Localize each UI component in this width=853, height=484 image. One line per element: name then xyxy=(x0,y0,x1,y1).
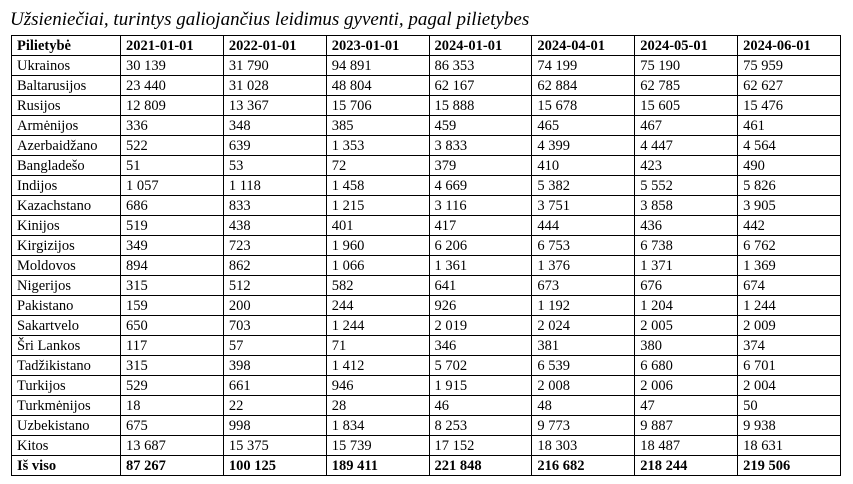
value-cell: 8 253 xyxy=(429,416,532,436)
value-cell: 3 858 xyxy=(635,196,738,216)
value-cell: 47 xyxy=(635,396,738,416)
country-cell: Rusijos xyxy=(12,96,121,116)
table-row xyxy=(12,236,841,256)
value-cell: 15 739 xyxy=(326,436,429,456)
value-cell: 519 xyxy=(121,216,224,236)
value-cell: 380 xyxy=(635,336,738,356)
value-cell: 2 008 xyxy=(532,376,635,396)
table-row xyxy=(12,276,841,296)
country-cell: Pakistano xyxy=(12,296,121,316)
value-cell: 522 xyxy=(121,136,224,156)
country-cell: Moldovos xyxy=(12,256,121,276)
value-cell: 1 834 xyxy=(326,416,429,436)
value-cell: 9 887 xyxy=(635,416,738,436)
value-cell: 5 382 xyxy=(532,176,635,196)
value-cell: 1 361 xyxy=(429,256,532,276)
value-cell: 1 960 xyxy=(326,236,429,256)
value-cell: 661 xyxy=(223,376,326,396)
value-cell: 1 244 xyxy=(326,316,429,336)
value-cell: 2 009 xyxy=(738,316,841,336)
value-cell: 62 785 xyxy=(635,76,738,96)
value-cell: 442 xyxy=(738,216,841,236)
value-cell: 1 369 xyxy=(738,256,841,276)
table-row xyxy=(12,136,841,156)
value-cell: 3 751 xyxy=(532,196,635,216)
total-row xyxy=(12,456,841,476)
country-cell: Ukrainos xyxy=(12,56,121,76)
value-cell: 1 118 xyxy=(223,176,326,196)
column-header-date: 2024-04-01 xyxy=(532,36,635,56)
value-cell: 53 xyxy=(223,156,326,176)
table-row xyxy=(12,156,841,176)
table-row xyxy=(12,216,841,236)
value-cell: 2 005 xyxy=(635,316,738,336)
country-cell: Baltarusijos xyxy=(12,76,121,96)
value-cell: 398 xyxy=(223,356,326,376)
country-cell: Azerbaidžano xyxy=(12,136,121,156)
value-cell: 348 xyxy=(223,116,326,136)
value-cell: 529 xyxy=(121,376,224,396)
value-cell: 1 215 xyxy=(326,196,429,216)
value-cell: 401 xyxy=(326,216,429,236)
value-cell: 3 116 xyxy=(429,196,532,216)
value-cell: 15 375 xyxy=(223,436,326,456)
value-cell: 31 790 xyxy=(223,56,326,76)
value-cell: 1 204 xyxy=(635,296,738,316)
value-cell: 1 066 xyxy=(326,256,429,276)
country-cell: Turkijos xyxy=(12,376,121,396)
value-cell: 4 669 xyxy=(429,176,532,196)
value-cell: 381 xyxy=(532,336,635,356)
column-header-date: 2021-01-01 xyxy=(121,36,224,56)
value-cell: 315 xyxy=(121,356,224,376)
value-cell: 436 xyxy=(635,216,738,236)
country-cell: Armėnijos xyxy=(12,116,121,136)
value-cell: 946 xyxy=(326,376,429,396)
value-cell: 1 376 xyxy=(532,256,635,276)
value-cell: 200 xyxy=(223,296,326,316)
table-row xyxy=(12,76,841,96)
column-header-date: 2024-06-01 xyxy=(738,36,841,56)
value-cell: 2 019 xyxy=(429,316,532,336)
value-cell: 894 xyxy=(121,256,224,276)
value-cell: 5 702 xyxy=(429,356,532,376)
value-cell: 86 353 xyxy=(429,56,532,76)
value-cell: 51 xyxy=(121,156,224,176)
value-cell: 438 xyxy=(223,216,326,236)
value-cell: 862 xyxy=(223,256,326,276)
value-cell: 30 139 xyxy=(121,56,224,76)
value-cell: 673 xyxy=(532,276,635,296)
value-cell: 703 xyxy=(223,316,326,336)
value-cell: 1 192 xyxy=(532,296,635,316)
value-cell: 6 701 xyxy=(738,356,841,376)
value-cell: 15 888 xyxy=(429,96,532,116)
value-cell: 17 152 xyxy=(429,436,532,456)
value-cell: 4 399 xyxy=(532,136,635,156)
value-cell: 46 xyxy=(429,396,532,416)
value-cell: 159 xyxy=(121,296,224,316)
country-cell: Nigerijos xyxy=(12,276,121,296)
table-row xyxy=(12,296,841,316)
value-cell: 641 xyxy=(429,276,532,296)
table-row xyxy=(12,356,841,376)
residence-permits-table xyxy=(11,35,841,476)
value-cell: 1 371 xyxy=(635,256,738,276)
value-cell: 6 680 xyxy=(635,356,738,376)
value-cell: 48 xyxy=(532,396,635,416)
table-row xyxy=(12,376,841,396)
value-cell: 2 004 xyxy=(738,376,841,396)
table-header-row xyxy=(12,36,841,56)
value-cell: 15 678 xyxy=(532,96,635,116)
country-cell: Uzbekistano xyxy=(12,416,121,436)
value-cell: 423 xyxy=(635,156,738,176)
column-header-date: 2023-01-01 xyxy=(326,36,429,56)
column-header-citizenship: Pilietybė xyxy=(12,36,121,56)
total-value-cell: 216 682 xyxy=(532,456,635,476)
value-cell: 6 206 xyxy=(429,236,532,256)
value-cell: 1 412 xyxy=(326,356,429,376)
value-cell: 12 809 xyxy=(121,96,224,116)
value-cell: 62 167 xyxy=(429,76,532,96)
value-cell: 650 xyxy=(121,316,224,336)
value-cell: 926 xyxy=(429,296,532,316)
value-cell: 3 833 xyxy=(429,136,532,156)
value-cell: 833 xyxy=(223,196,326,216)
value-cell: 1 458 xyxy=(326,176,429,196)
value-cell: 349 xyxy=(121,236,224,256)
value-cell: 15 605 xyxy=(635,96,738,116)
country-cell: Sakartvelo xyxy=(12,316,121,336)
value-cell: 490 xyxy=(738,156,841,176)
value-cell: 1 244 xyxy=(738,296,841,316)
column-header-date: 2024-05-01 xyxy=(635,36,738,56)
value-cell: 74 199 xyxy=(532,56,635,76)
value-cell: 512 xyxy=(223,276,326,296)
table-row xyxy=(12,436,841,456)
value-cell: 18 xyxy=(121,396,224,416)
value-cell: 346 xyxy=(429,336,532,356)
table-row xyxy=(12,176,841,196)
value-cell: 9 773 xyxy=(532,416,635,436)
total-label-cell: Iš viso xyxy=(12,456,121,476)
table-row xyxy=(12,316,841,336)
country-cell: Kitos xyxy=(12,436,121,456)
value-cell: 723 xyxy=(223,236,326,256)
value-cell: 5 826 xyxy=(738,176,841,196)
country-cell: Kirgizijos xyxy=(12,236,121,256)
value-cell: 4 447 xyxy=(635,136,738,156)
value-cell: 48 804 xyxy=(326,76,429,96)
table-row xyxy=(12,96,841,116)
value-cell: 2 006 xyxy=(635,376,738,396)
total-value-cell: 87 267 xyxy=(121,456,224,476)
total-value-cell: 100 125 xyxy=(223,456,326,476)
value-cell: 31 028 xyxy=(223,76,326,96)
value-cell: 18 303 xyxy=(532,436,635,456)
value-cell: 50 xyxy=(738,396,841,416)
value-cell: 467 xyxy=(635,116,738,136)
value-cell: 2 024 xyxy=(532,316,635,336)
value-cell: 117 xyxy=(121,336,224,356)
value-cell: 6 762 xyxy=(738,236,841,256)
value-cell: 6 539 xyxy=(532,356,635,376)
value-cell: 675 xyxy=(121,416,224,436)
value-cell: 444 xyxy=(532,216,635,236)
value-cell: 75 959 xyxy=(738,56,841,76)
country-cell: Šri Lankos xyxy=(12,336,121,356)
value-cell: 62 627 xyxy=(738,76,841,96)
table-row xyxy=(12,256,841,276)
value-cell: 15 476 xyxy=(738,96,841,116)
document-title: Užsieniečiai, turintys galiojančius leidimus gyventi, pagal pilietybes xyxy=(10,9,530,30)
value-cell: 244 xyxy=(326,296,429,316)
value-cell: 15 706 xyxy=(326,96,429,116)
value-cell: 75 190 xyxy=(635,56,738,76)
country-cell: Kazachstano xyxy=(12,196,121,216)
country-cell: Turkmėnijos xyxy=(12,396,121,416)
value-cell: 639 xyxy=(223,136,326,156)
total-value-cell: 219 506 xyxy=(738,456,841,476)
table-row xyxy=(12,56,841,76)
value-cell: 9 938 xyxy=(738,416,841,436)
total-value-cell: 218 244 xyxy=(635,456,738,476)
value-cell: 385 xyxy=(326,116,429,136)
value-cell: 686 xyxy=(121,196,224,216)
country-cell: Indijos xyxy=(12,176,121,196)
table-row xyxy=(12,116,841,136)
column-header-date: 2022-01-01 xyxy=(223,36,326,56)
value-cell: 417 xyxy=(429,216,532,236)
value-cell: 1 057 xyxy=(121,176,224,196)
total-value-cell: 221 848 xyxy=(429,456,532,476)
value-cell: 582 xyxy=(326,276,429,296)
table-body xyxy=(12,56,841,476)
value-cell: 94 891 xyxy=(326,56,429,76)
value-cell: 410 xyxy=(532,156,635,176)
country-cell: Bangladešo xyxy=(12,156,121,176)
table-row xyxy=(12,336,841,356)
value-cell: 18 631 xyxy=(738,436,841,456)
table-row xyxy=(12,396,841,416)
value-cell: 6 738 xyxy=(635,236,738,256)
value-cell: 6 753 xyxy=(532,236,635,256)
value-cell: 3 905 xyxy=(738,196,841,216)
value-cell: 57 xyxy=(223,336,326,356)
value-cell: 13 367 xyxy=(223,96,326,116)
value-cell: 315 xyxy=(121,276,224,296)
value-cell: 379 xyxy=(429,156,532,176)
value-cell: 1 353 xyxy=(326,136,429,156)
country-cell: Kinijos xyxy=(12,216,121,236)
value-cell: 998 xyxy=(223,416,326,436)
value-cell: 72 xyxy=(326,156,429,176)
value-cell: 5 552 xyxy=(635,176,738,196)
value-cell: 4 564 xyxy=(738,136,841,156)
total-value-cell: 189 411 xyxy=(326,456,429,476)
country-cell: Tadžikistano xyxy=(12,356,121,376)
value-cell: 674 xyxy=(738,276,841,296)
value-cell: 62 884 xyxy=(532,76,635,96)
value-cell: 1 915 xyxy=(429,376,532,396)
value-cell: 13 687 xyxy=(121,436,224,456)
table-row xyxy=(12,416,841,436)
value-cell: 28 xyxy=(326,396,429,416)
table-row xyxy=(12,196,841,216)
value-cell: 676 xyxy=(635,276,738,296)
value-cell: 22 xyxy=(223,396,326,416)
value-cell: 71 xyxy=(326,336,429,356)
value-cell: 336 xyxy=(121,116,224,136)
value-cell: 374 xyxy=(738,336,841,356)
value-cell: 23 440 xyxy=(121,76,224,96)
value-cell: 461 xyxy=(738,116,841,136)
value-cell: 459 xyxy=(429,116,532,136)
column-header-date: 2024-01-01 xyxy=(429,36,532,56)
value-cell: 18 487 xyxy=(635,436,738,456)
value-cell: 465 xyxy=(532,116,635,136)
